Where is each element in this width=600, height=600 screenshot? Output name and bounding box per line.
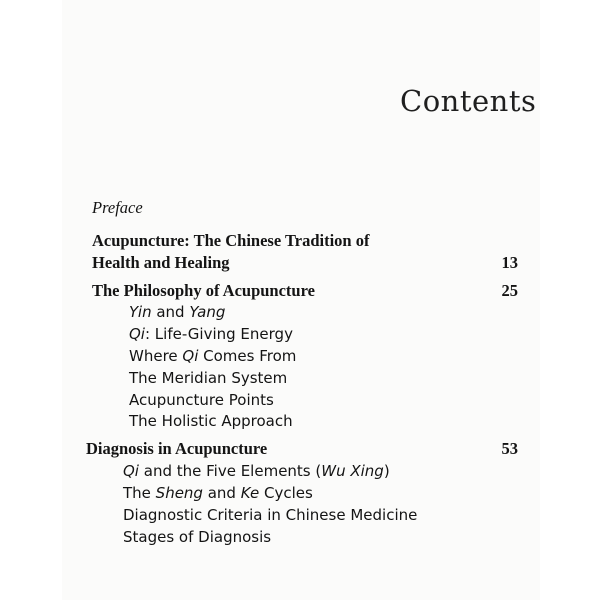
- toc-section-meridian: The Meridian System: [129, 369, 288, 387]
- toc-chapter-3-title: Diagnosis in Acupuncture: [86, 439, 268, 458]
- toc-section-text: Yin: [129, 303, 152, 321]
- toc-preface: Preface: [92, 198, 143, 217]
- scan-margin-right: [540, 0, 600, 600]
- toc-section-text: Where: [129, 347, 183, 365]
- toc-section-text: Comes From: [198, 347, 297, 365]
- toc-chapter-1-title-line1: Acupuncture: The Chinese Tradition of: [92, 231, 370, 250]
- toc-section-text: Wu Xing: [321, 462, 384, 480]
- toc-section-text: Sheng: [155, 484, 203, 502]
- toc-section-text: Qi: [129, 325, 145, 343]
- toc-section-five-elements: [123, 461, 390, 481]
- toc-section-text: and the Five Elements (: [138, 462, 322, 480]
- toc-section-text: and: [202, 484, 241, 502]
- toc-section-text: : Life-Giving Energy: [144, 325, 293, 343]
- toc-section-text: Cycles: [259, 484, 313, 502]
- page-title: Contents: [400, 84, 537, 118]
- toc-section-points: Acupuncture Points: [129, 391, 274, 409]
- toc-chapter-1-page: 13: [501, 253, 518, 272]
- toc-section-holistic: The Holistic Approach: [129, 412, 293, 430]
- toc-section-text: Ke: [240, 484, 260, 502]
- toc-section-where-qi: [129, 346, 296, 366]
- toc-section-text: and: [151, 303, 190, 321]
- toc-section-text: The: [123, 484, 156, 502]
- toc-section-qi-energy: [129, 324, 293, 344]
- toc-section-text: Qi: [182, 347, 199, 365]
- toc-section-diagnostic-criteria: Diagnostic Criteria in Chinese Medicine: [123, 506, 418, 524]
- toc-chapter-2-page: 25: [501, 281, 518, 300]
- toc-chapter-2-title: The Philosophy of Acupuncture: [92, 281, 315, 300]
- scan-margin-left: [0, 0, 62, 600]
- toc-section-sheng-ke: [123, 483, 313, 503]
- toc-section-yin-yang: [129, 302, 225, 322]
- toc-section-stages: Stages of Diagnosis: [123, 528, 272, 546]
- toc-section-text: ): [383, 462, 390, 480]
- toc-chapter-1-title-line2: Health and Healing: [92, 253, 230, 272]
- toc-chapter-3-page: 53: [501, 439, 518, 458]
- toc-section-text: Yang: [189, 303, 226, 321]
- toc-section-text: Qi: [123, 462, 139, 480]
